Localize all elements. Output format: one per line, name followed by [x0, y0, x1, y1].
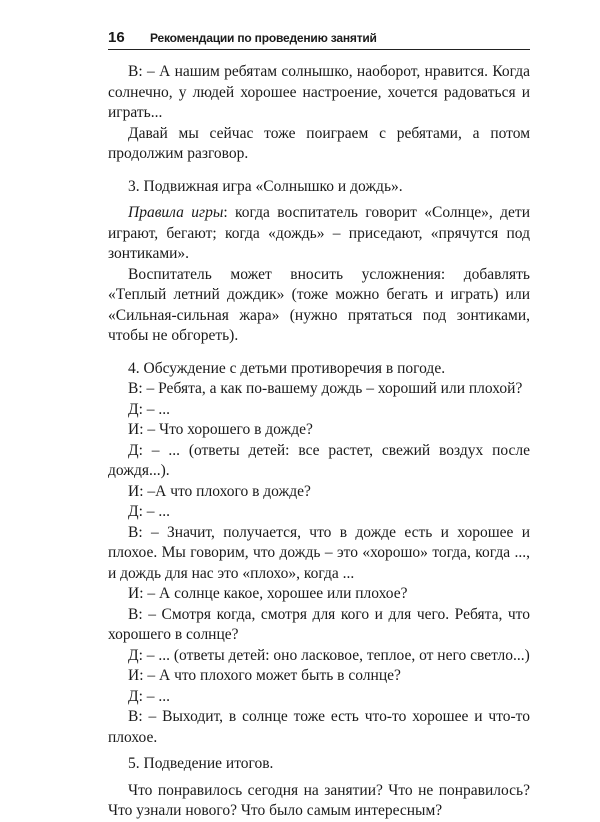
dialogue-line: В: – Значит, получается, что в дожде есть и хорошее и плохое. Мы говорим, что дождь – это «хорошо» тогда, когда ..., и дождь для нас это «плохо», когда ...: [108, 523, 530, 582]
dialogue-line: Д: – ...: [128, 400, 171, 418]
paragraph: В: – А нашим ребятам солнышко, наоборот, нравится. Когда солнечно, у людей хорошее настроение, хочется радоваться и играть...: [108, 63, 530, 121]
rules-text: : когда воспитатель говорит «Солнце», дети играют, бегают; когда «дождь» – приседают, «прячутся под зонтиками».: [108, 204, 531, 262]
dialogue-line: И: – Что хорошего в дожде?: [128, 421, 313, 438]
section-heading: 4. Обсуждение с детьми противоречия в погоде.: [128, 359, 446, 377]
paragraph: Воспитатель может вносить усложнения: добавлять «Теплый летний дождик» (тоже можно бегать и играть) или «Сильная-сильная жара» (нужно прятаться под зонтиками, чтобы не обгореть).: [108, 265, 530, 344]
paragraph: Давай мы сейчас тоже поиграем с ребятами, а потом продолжим разговор.: [108, 124, 530, 162]
dialogue-line: Д: – ...: [128, 687, 171, 705]
dialogue-line: И: –А что плохого в дожде?: [128, 482, 311, 500]
dialogue-line: И: – А солнце какое, хорошее или плохое?: [128, 585, 408, 602]
section-heading: 3. Подвижная игра «Солнышко и дождь».: [128, 177, 403, 195]
dialogue-line: Д: – ...: [128, 503, 171, 520]
dialogue-line: Д: – ... (ответы детей: оно ласковое, теплое, от него светло...): [128, 646, 530, 664]
paragraph: Что понравилось сегодня на занятии? Что не понравилось? Что узнали нового? Что было самым интересным?: [108, 781, 530, 819]
paragraph: [108, 203, 530, 265]
dialogue-line: В: – Выходит, в солнце тоже есть что-то хорошее и что-то плохое.: [108, 708, 530, 746]
dialogue-line: Д: – ... (ответы детей: все растет, свежий воздух после дождя...).: [108, 441, 530, 479]
page-body: [108, 62, 530, 822]
running-header: [108, 27, 530, 50]
dialogue-line: В: – Ребята, а как по-вашему дождь – хороший или плохой?: [128, 380, 523, 397]
running-title: Рекомендации по проведению занятий: [150, 31, 377, 45]
dialogue-line: В: – Смотря когда, смотря для кого и для чего. Ребята, что хорошего в солнце?: [108, 605, 530, 643]
dialogue-line: И: – А что плохого может быть в солнце?: [128, 667, 401, 684]
page-number: 16: [108, 29, 125, 46]
rules-label: Правила игры: [128, 204, 224, 221]
section-heading: 5. Подведение итогов.: [128, 755, 274, 772]
